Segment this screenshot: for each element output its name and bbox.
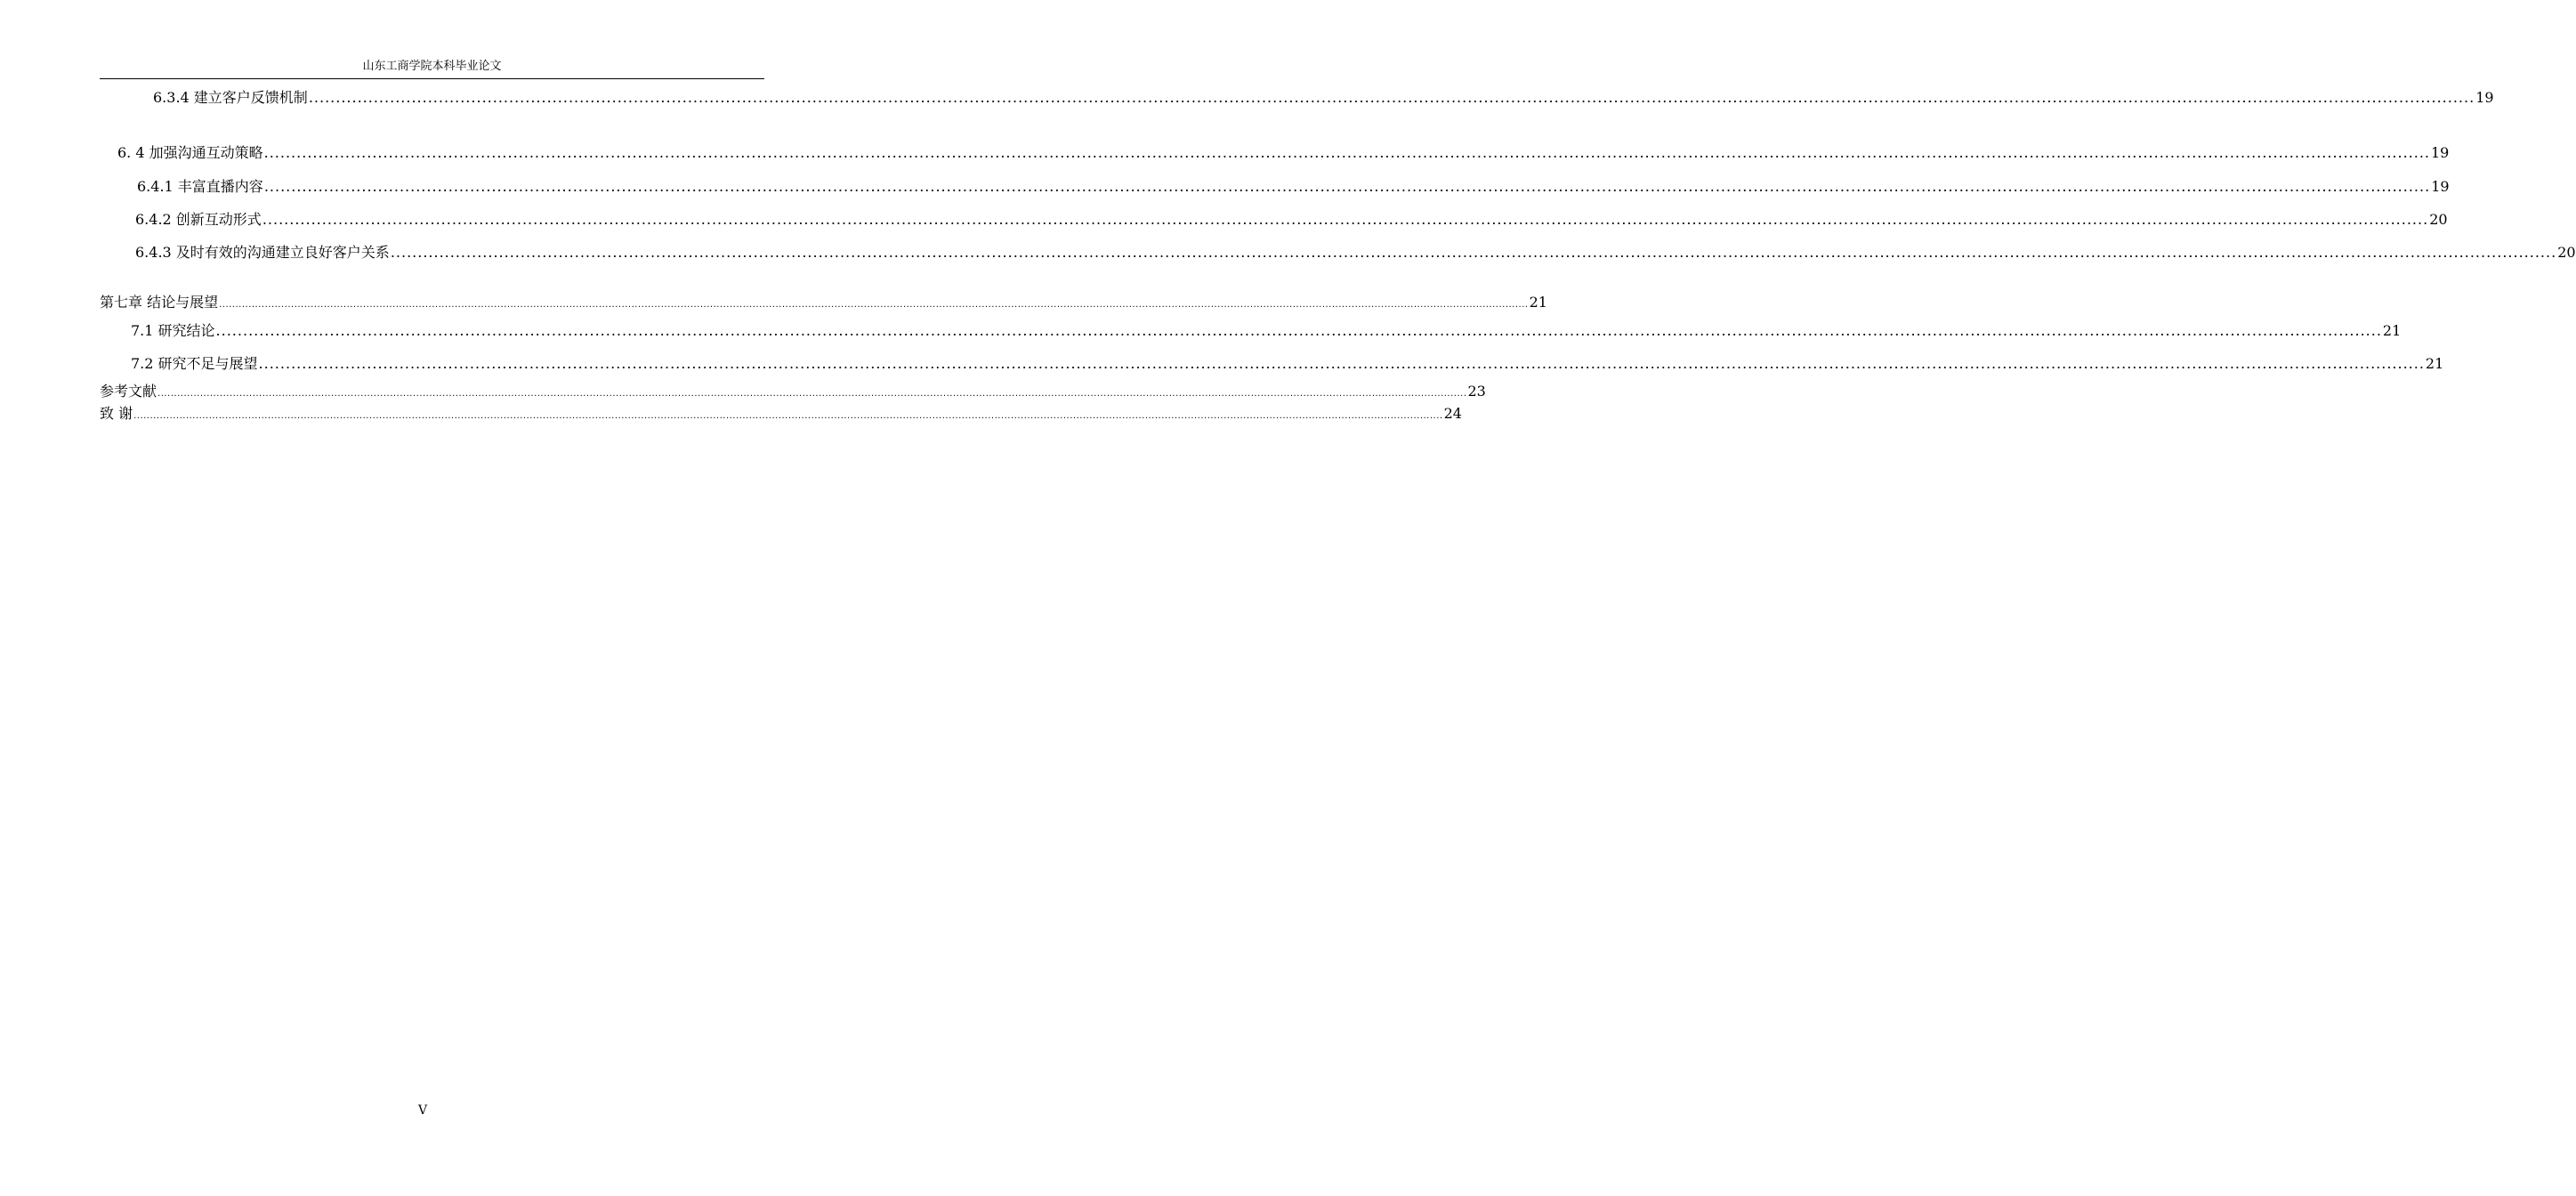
toc-entry-page: 23 xyxy=(1467,383,1486,400)
toc-entry-label: 6.3.4 建立客户反馈机制 xyxy=(153,89,308,106)
toc-entry-acknowledgements[interactable] xyxy=(100,405,1462,423)
toc-entry-6-4[interactable] xyxy=(117,144,2450,162)
toc-leader: ................................................................................................................................................................................................................................................................................................................................................................................................................ xyxy=(308,89,2475,106)
toc-leader: ................................................................................................................................................................................................................................................................................................................................................................................................................ xyxy=(219,300,1529,310)
toc-entry-7-2[interactable] xyxy=(131,355,2444,373)
toc-entry-label: 7.2 研究不足与展望 xyxy=(131,355,258,372)
toc-leader: ................................................................................................................................................................................................................................................................................................................................................................................................................ xyxy=(262,211,2429,228)
toc-entry-6-3-4[interactable] xyxy=(153,89,2494,107)
toc-entry-label: 6. 4 加强沟通互动策略 xyxy=(117,144,263,161)
toc-entry-label: 6.4.2 创新互动形式 xyxy=(135,211,262,228)
toc-leader: ................................................................................................................................................................................................................................................................................................................................................................................................................ xyxy=(215,322,2382,339)
toc-leader: ................................................................................................................................................................................................................................................................................................................................................................................................................ xyxy=(258,355,2425,372)
toc-entry-page: 19 xyxy=(2431,144,2450,161)
toc-entry-label: 第七章 结论与展望 xyxy=(100,294,219,311)
toc-leader: ................................................................................................................................................................................................................................................................................................................................................................................................................ xyxy=(133,411,1443,421)
toc-entry-page: 20 xyxy=(2557,244,2576,261)
toc-entry-6-4-1[interactable] xyxy=(137,178,2450,196)
toc-leader: ................................................................................................................................................................................................................................................................................................................................................................................................................ xyxy=(263,178,2431,195)
toc-entry-page: 21 xyxy=(1529,294,1547,311)
toc-entry-page: 20 xyxy=(2429,211,2448,228)
toc-entry-label: 致 谢 xyxy=(100,405,133,422)
toc-entry-page: 21 xyxy=(2382,322,2402,339)
toc-entry-label: 6.4.1 丰富直播内容 xyxy=(137,178,263,195)
toc-leader: ................................................................................................................................................................................................................................................................................................................................................................................................................ xyxy=(157,389,1467,399)
toc-entry-7-1[interactable] xyxy=(131,322,2402,340)
toc-leader: ................................................................................................................................................................................................................................................................................................................................................................................................................ xyxy=(263,144,2430,161)
toc-entry-references[interactable] xyxy=(100,383,1486,400)
header-rule xyxy=(100,78,764,79)
toc-entry-page: 19 xyxy=(2475,89,2494,106)
toc-entry-6-4-2[interactable] xyxy=(135,211,2448,229)
toc-entry-page: 24 xyxy=(1443,405,1462,422)
toc-leader: ................................................................................................................................................................................................................................................................................................................................................................................................................ xyxy=(390,244,2557,261)
toc-entry-label: 7.1 研究结论 xyxy=(131,322,215,339)
toc-entry-6-4-3[interactable] xyxy=(135,244,2576,262)
toc-entry-label: 参考文献 xyxy=(100,383,157,400)
page-header: 山东工商学院本科毕业论文 xyxy=(362,60,502,73)
toc-entry-label: 6.4.3 及时有效的沟通建立良好客户关系 xyxy=(135,244,390,261)
toc-entry-page: 21 xyxy=(2425,355,2444,372)
toc-entry-page: 19 xyxy=(2431,178,2450,195)
page-number: V xyxy=(417,1103,428,1118)
toc-entry-chapter-7[interactable] xyxy=(100,294,1547,311)
